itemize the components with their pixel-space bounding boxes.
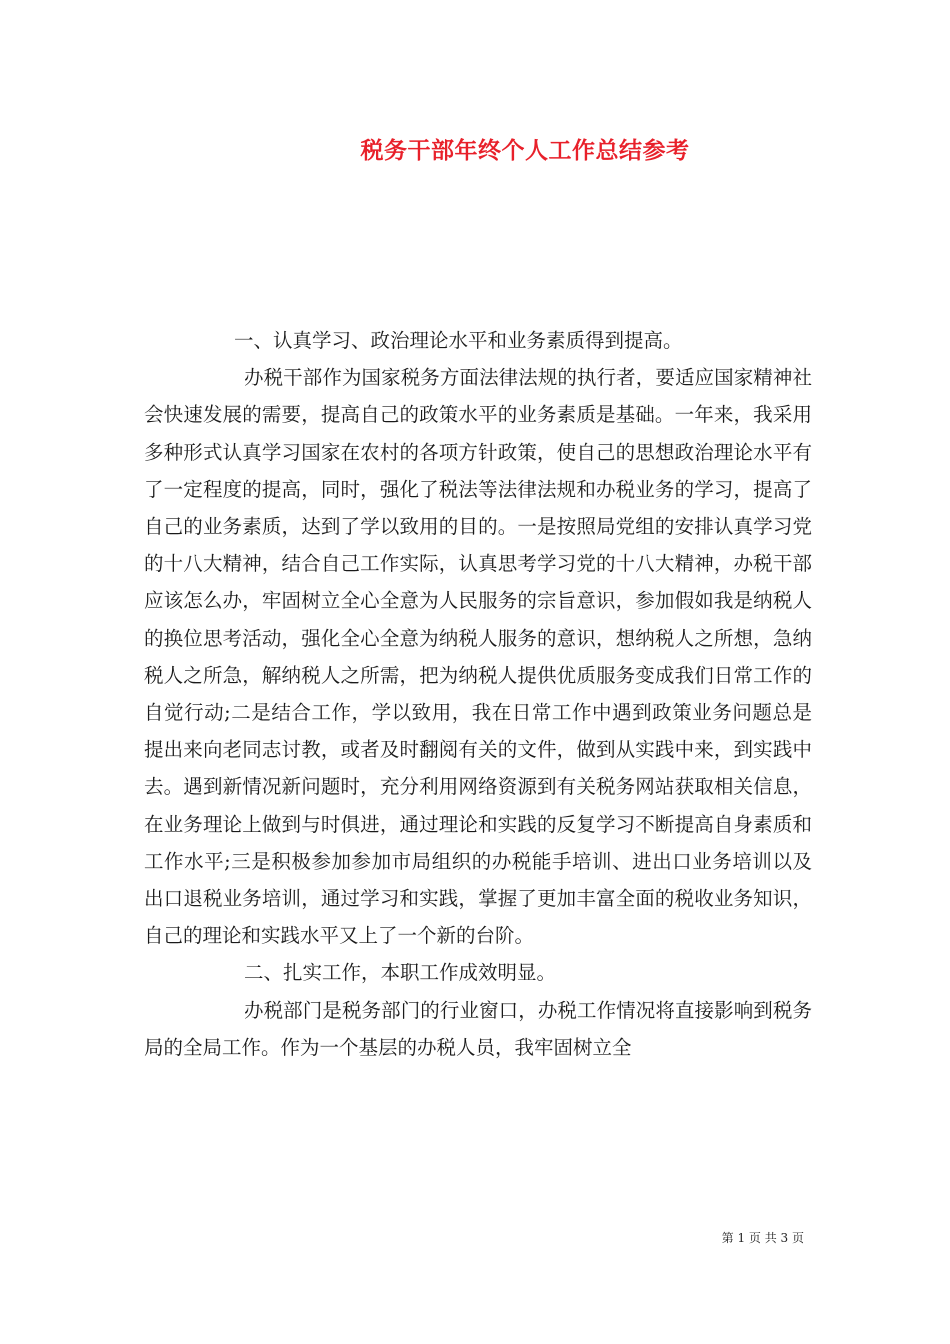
- document-body: [144, 322, 812, 1066]
- paragraph-1: 办税干部作为国家税务方面法律法规的执行者，要适应国家精神社会快速发展的需要，提高自己的政策水平的业务素质是基础。一年来，我采用多种形式认真学习国家在农村的各项方针政策，使自己的思想政治理论水平有了一定程度的提高，同时，强化了税法等法律法规和办税业务的学习，提高了自己的业务素质，达到了学以致用的目的。一是按照局党组的安排认真学习党的十八大精神，结合自己工作实际，认真思考学习党的十八大精神，办税干部应该怎么办，牢固树立全心全意为人民服务的宗旨意识，参加假如我是纳税人的换位思考活动，强化全心全意为纳税人服务的意识，想纳税人之所想，急纳税人之所急，解纳税人之所需，把为纳税人提供优质服务变成我们日常工作的自觉行动;二是结合工作，学以致用，我在日常工作中遇到政策业务问题总是提出来向老同志讨教，或者及时翻阅有关的文件，做到从实践中来，到实践中去。遇到新情况新问题时，充分利用网络资源到有关税务网站获取相关信息，在业务理论上做到与时俱进，通过理论和实践的反复学习不断提高自身素质和工作水平;三是积极参加参加市局组织的办税能手培训、进出口业务培训以及出口退税业务培训，通过学习和实践，掌握了更加丰富全面的税收业务知识，自己的理论和实践水平又上了一个新的台阶。: [144, 366, 812, 948]
- document-title: 税务干部年终个人工作总结参考: [360, 137, 690, 164]
- page-number: 第 1 页 共 3 页: [721, 1231, 804, 1245]
- section-heading-1: 一、认真学习、政治理论水平和业务素质得到提高。: [234, 329, 683, 352]
- section-heading-2: 二、扎实工作，本职工作成效明显。: [244, 961, 557, 985]
- paragraph-2: 办税部门是税务部门的行业窗口，办税工作情况将直接影响到税务局的全局工作。作为一个基层的办税人员，我牢固树立全: [144, 998, 812, 1059]
